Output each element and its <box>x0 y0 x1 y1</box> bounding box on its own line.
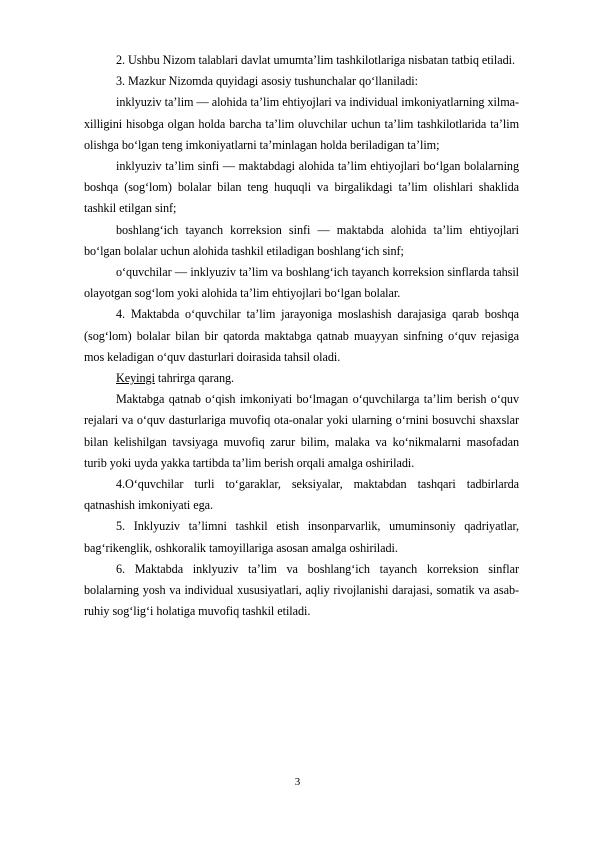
paragraph-home-schooling: Maktabga qatnab o‘qish imkoniyati bo‘lmagan o‘quvchilarga ta’lim berish o‘quv rejalari va o‘quv dasturlariga muvofiq ota-onalar yoki ularning o‘rnini bosuvchi shaxslar bilan kelishilgan tavsiyaga muvofiq zarur bilim, malaka va ko‘nikmalarni masofadan turib yoki uyda yakka tartibda ta’lim berish orqali amalga oshiriladi. <box>84 392 519 470</box>
page-number: 3 <box>294 776 301 788</box>
paragraph-4-adaptation: 4. Maktabda o‘quvchilar ta’lim jarayoniga moslashish darajasiga qarab boshqa (sog‘lom) bolalar bilan bir qatorda maktabga qatnab muayyan sinfning o‘quv rejasiga mos keladigan o‘quv dasturlari doirasida tahsil oladi. <box>84 307 519 364</box>
edit-note <box>84 368 519 389</box>
paragraph-2-scope: 2. Ushbu Nizom talablari davlat umumta’lim tashkilotlariga nisbatan tatbiq etiladi. <box>116 53 515 67</box>
definition-correction-class: boshlang‘ich tayanch korreksion sinfi — maktabda alohida ta’lim ehtiyojlari bo‘lgan bolalar uchun alohida tashkil etiladigan boshlang‘ich sinf; <box>84 222 519 258</box>
definition-inclusive-education: inklyuziv ta’lim — alohida ta’lim ehtiyojlari va individual imkoniyatlarning xilma-xilligini hisobga olgan holda barcha ta’lim oluvchilar uchun ta’lim tashkilotlarida ta’lim olishga bo‘lgan teng imkoniyatlarni ta’minlagan holda beriladigan ta’lim; <box>84 95 519 152</box>
document-page <box>84 50 519 622</box>
next-edit-link[interactable]: Keyingi <box>116 371 155 386</box>
definition-inclusive-class: inklyuziv ta’lim sinfi — maktabdagi alohida ta’lim ehtiyojlari bo‘lgan bolalarning boshqa (sog‘lom) bolalar bilan teng huquqli va birgalikdagi ta’lim olishlari shaklida tashkil etilgan sinf; <box>84 159 519 216</box>
paragraph-4-extracurricular: 4.O‘quvchilar turli to‘garaklar, seksiyalar, maktabdan tashqari tadbirlarda qatnashish imkoniyati ega. <box>84 477 519 513</box>
paragraph-3-intro: 3. Mazkur Nizomda quyidagi asosiy tushunchalar qo‘llaniladi: <box>116 74 418 89</box>
paragraph-6-organization: 6. Maktabda inklyuziv ta’lim va boshlang‘ich tayanch korreksion sinflar bolalarning yosh va individual xususiyatlari, aqliy rivojlanishi darajasi, somatik va asab-ruhiy sog‘lig‘i holatiga muvofiq tashkil etiladi. <box>84 561 519 619</box>
definition-pupils: o‘quvchilar — inklyuziv ta’lim va boshlang‘ich tayanch korreksion sinflarda tahsil olayotgan sog‘lom yoki alohida ta’lim ehtiyojlari bo‘lgan bolalar. <box>84 265 519 301</box>
edit-note-text: tahrirga qarang. <box>154 371 235 386</box>
paragraph-5-principles: 5. Inklyuziv ta’limni tashkil etish insonparvarlik, umuminsoniy qadriyatlar, bag‘rikenglik, oshkoralik tamoyillariga asosan amalga oshiriladi. <box>84 519 519 555</box>
